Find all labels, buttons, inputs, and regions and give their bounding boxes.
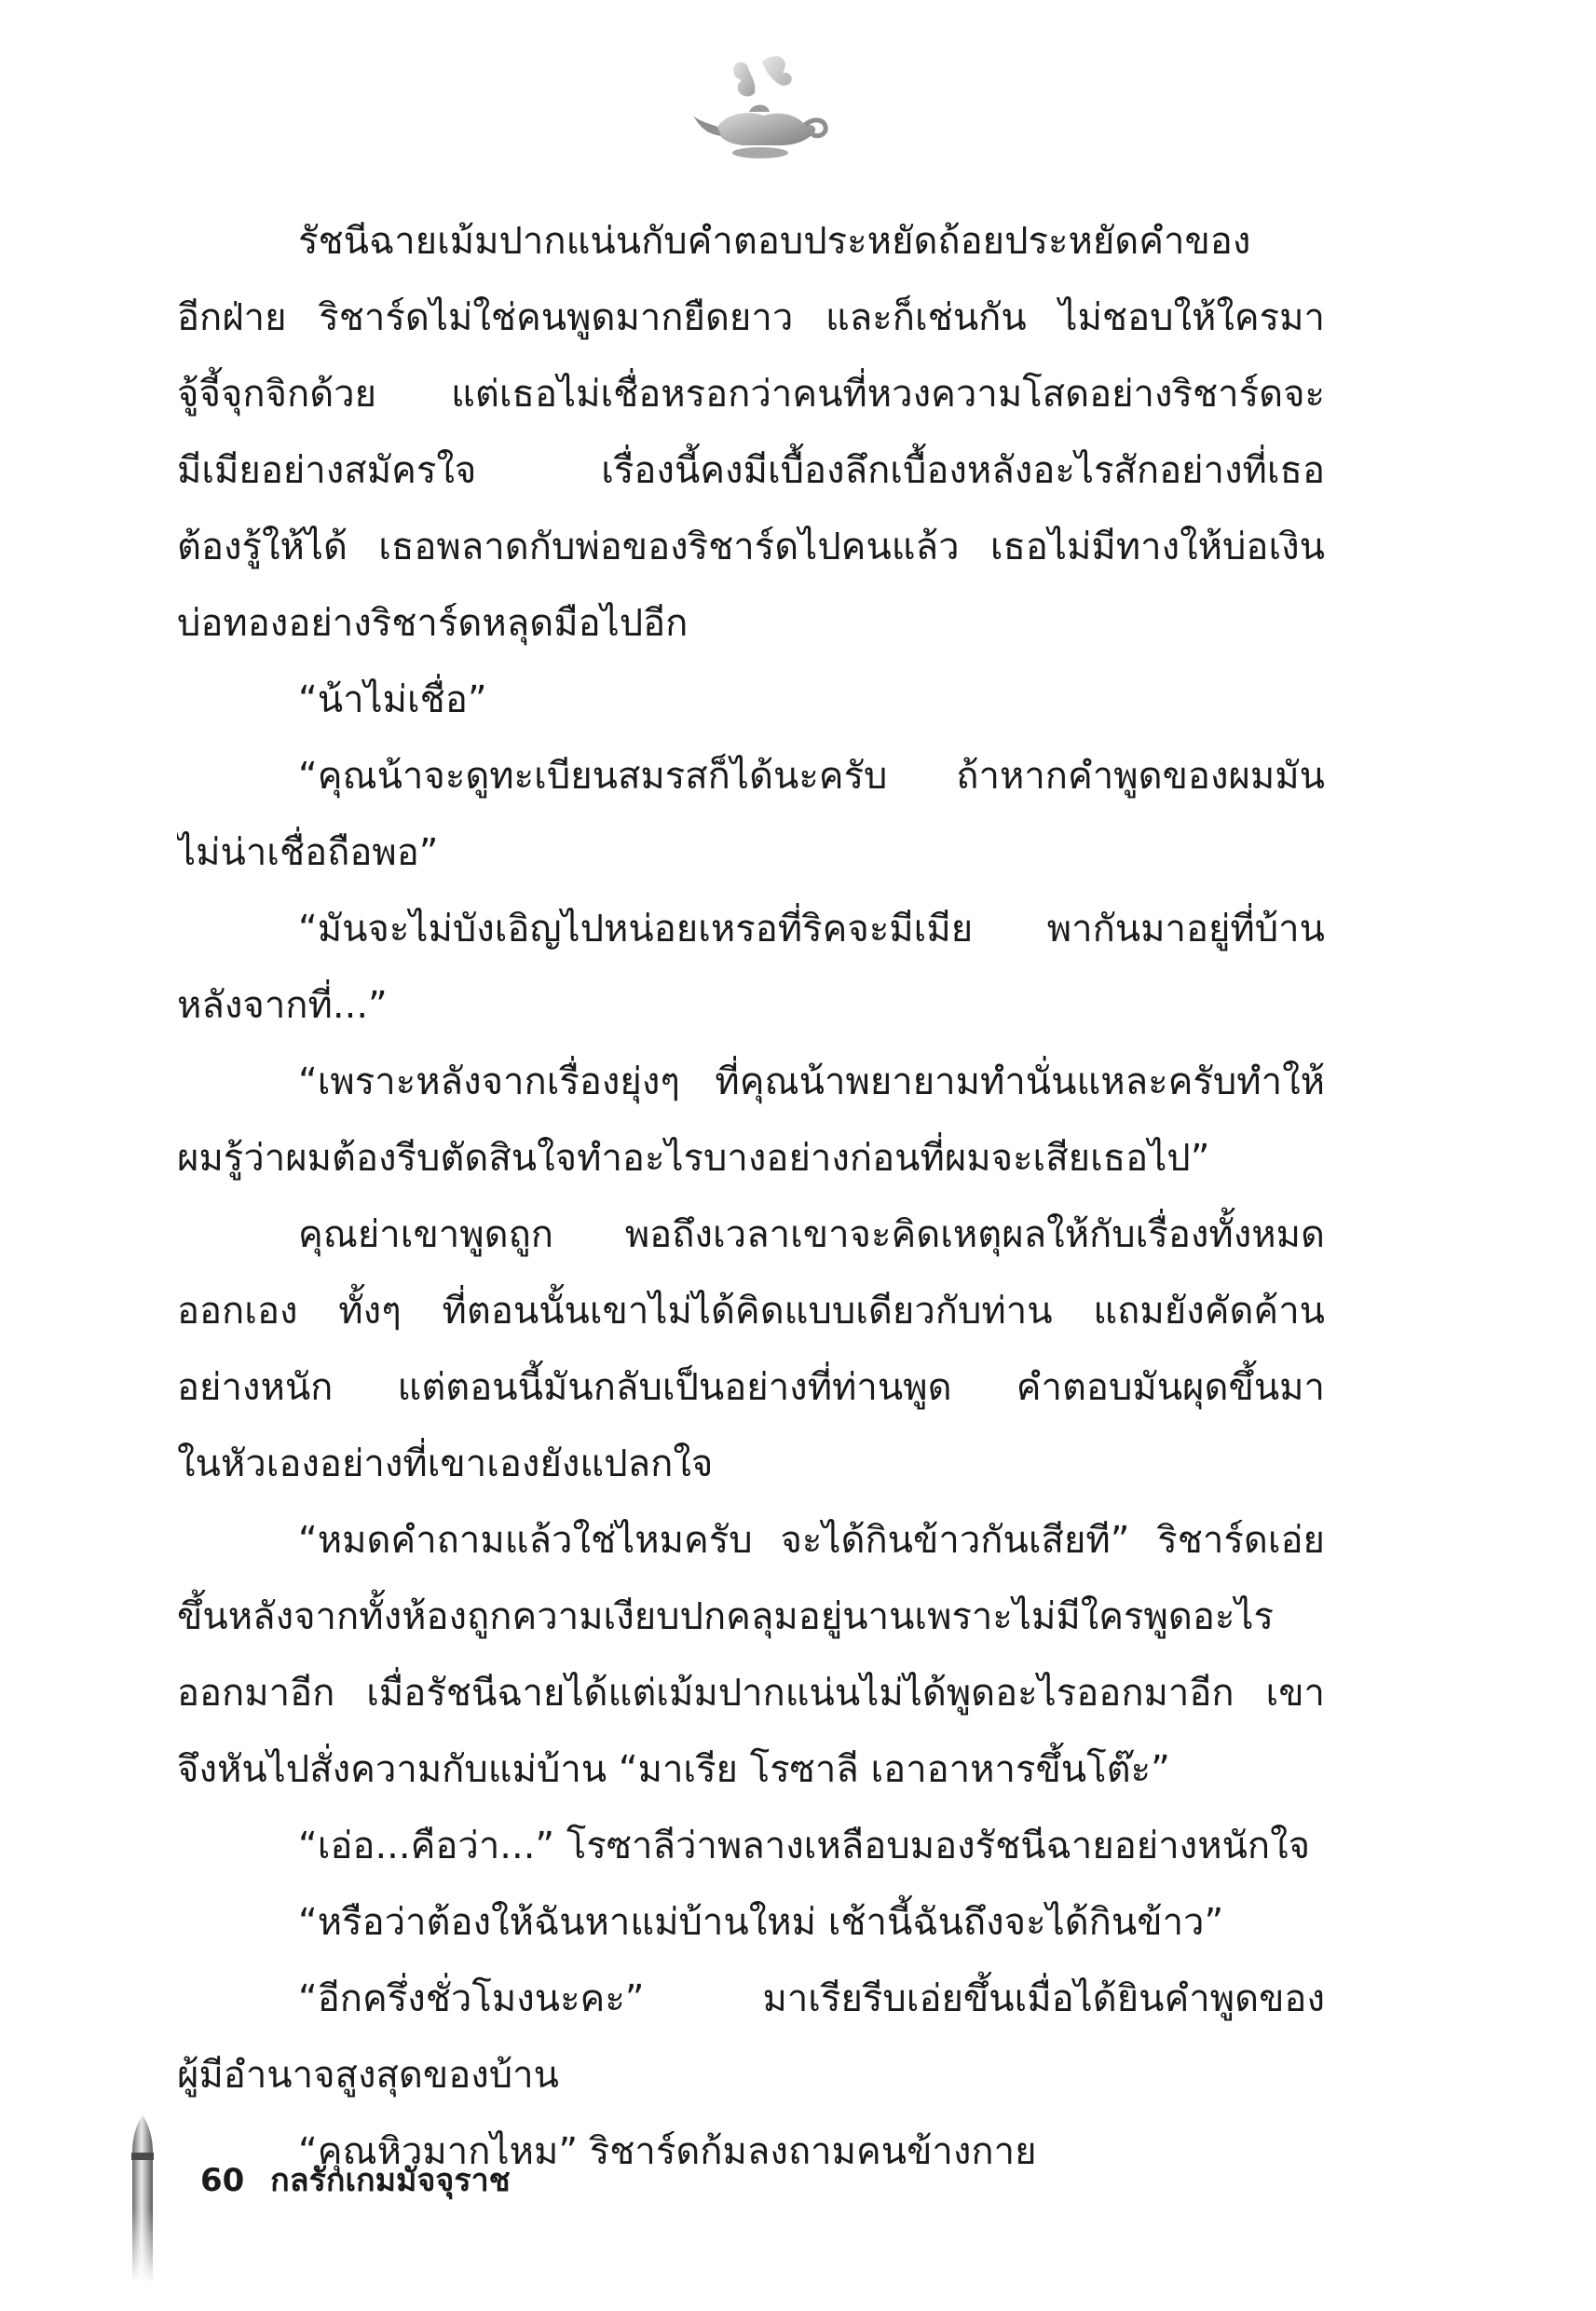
text-line: “เพราะหลังจากเรื่องยุ่งๆ ที่คุณน้าพยายามทำนั่นแหละครับทำให้ xyxy=(298,1060,1325,1103)
text-line: รัชนีฉายเม้มปากแน่นกับคำตอบประหยัดถ้อยประหยัดคำของ xyxy=(298,220,1251,263)
text-line: คุณย่าเขาพูดถูก พอถึงเวลาเขาจะคิดเหตุผลให้กับเรื่องทั้งหมด xyxy=(298,1213,1325,1256)
page-number: 60 xyxy=(200,2162,245,2199)
text-line: ผู้มีอำนาจสูงสุดของบ้าน xyxy=(177,2054,559,2097)
text-line: หลังจากที่...” xyxy=(177,984,388,1027)
text-line: ออกมาอีก เมื่อรัชนีฉายได้แต่เม้มปากแน่นไม่ได้พูดอะไรออกมาอีก เขา xyxy=(177,1672,1325,1715)
body-text xyxy=(177,203,1325,2190)
text-line: ไม่น่าเชื่อถือพอ” xyxy=(177,831,439,874)
text-line: “น้าไม่เชื่อ” xyxy=(298,678,487,721)
page-footer xyxy=(200,2158,511,2203)
bullet-icon xyxy=(127,2115,158,2283)
text-line: มีเมียอย่างสมัครใจ เรื่องนี้คงมีเบื้องลึกเบื้องหลังอะไรสักอย่างที่เธอ xyxy=(177,449,1325,492)
text-line: ขึ้นหลังจากทั้งห้องถูกความเงียบปกคลุมอยู่นานเพราะไม่มีใครพูดอะไร xyxy=(177,1595,1274,1638)
text-line: “มันจะไม่บังเอิญไปหน่อยเหรอที่ริคจะมีเมีย พากันมาอยู่ที่บ้าน xyxy=(298,908,1325,950)
text-line: ต้องรู้ให้ได้ เธอพลาดกับพ่อของริชาร์ดไปคนแล้ว เธอไม่มีทางให้บ่อเงิน xyxy=(177,526,1325,568)
text-line: “หมดคำถามแล้วใช่ไหมครับ จะได้กินข้าวกันเสียที” ริชาร์ดเอ่ย xyxy=(298,1519,1325,1562)
book-title: กลรักเกมมัจจุราช xyxy=(270,2162,511,2199)
text-line: บ่อทองอย่างริชาร์ดหลุดมือไปอีก xyxy=(177,602,689,645)
text-line: “อีกครึ่งชั่วโมงนะคะ” มาเรียรีบเอ่ยขึ้นเมื่อได้ยินคำพูดของ xyxy=(298,1977,1325,2020)
text-line: “คุณหิวมากไหม” ริชาร์ดก้มลงถามคนข้างกาย xyxy=(298,2130,1037,2173)
text-line: “คุณน้าจะดูทะเบียนสมรสก็ได้นะครับ ถ้าหากคำพูดของผมมัน xyxy=(298,755,1325,798)
text-line: จึงหันไปสั่งความกับแม่บ้าน “มาเรีย โรซาลี เอาอาหารขึ้นโต๊ะ” xyxy=(177,1748,1170,1791)
text-line: อย่างหนัก แต่ตอนนี้มันกลับเป็นอย่างที่ท่านพูด คำตอบมันผุดขึ้นมา xyxy=(177,1366,1325,1409)
text-line: ในหัวเองอย่างที่เขาเองยังแปลกใจ xyxy=(177,1443,714,1485)
text-line: ออกเอง ทั้งๆ ที่ตอนนั้นเขาไม่ได้คิดแบบเดียวกับท่าน แถมยังคัดค้าน xyxy=(177,1290,1325,1333)
text-line: “หรือว่าต้องให้ฉันหาแม่บ้านใหม่ เช้านี้ฉันถึงจะได้กินข้าว” xyxy=(298,1901,1224,1944)
text-line: อีกฝ่าย ริชาร์ดไม่ใช่คนพูดมากยืดยาว และก็เช่นกัน ไม่ชอบให้ใครมา xyxy=(177,296,1325,339)
genie-lamp-icon xyxy=(689,48,829,170)
text-line: ผมรู้ว่าผมต้องรีบตัดสินใจทำอะไรบางอย่างก่อนที่ผมจะเสียเธอไป” xyxy=(177,1137,1210,1180)
text-line: “เอ่อ...คือว่า...” โรซาลีว่าพลางเหลือบมองรัชนีฉายอย่างหนักใจ xyxy=(298,1825,1311,1867)
text-line: จู้จี้จุกจิกด้วย แต่เธอไม่เชื่อหรอกว่าคนที่หวงความโสดอย่างริชาร์ดจะ xyxy=(177,373,1325,416)
